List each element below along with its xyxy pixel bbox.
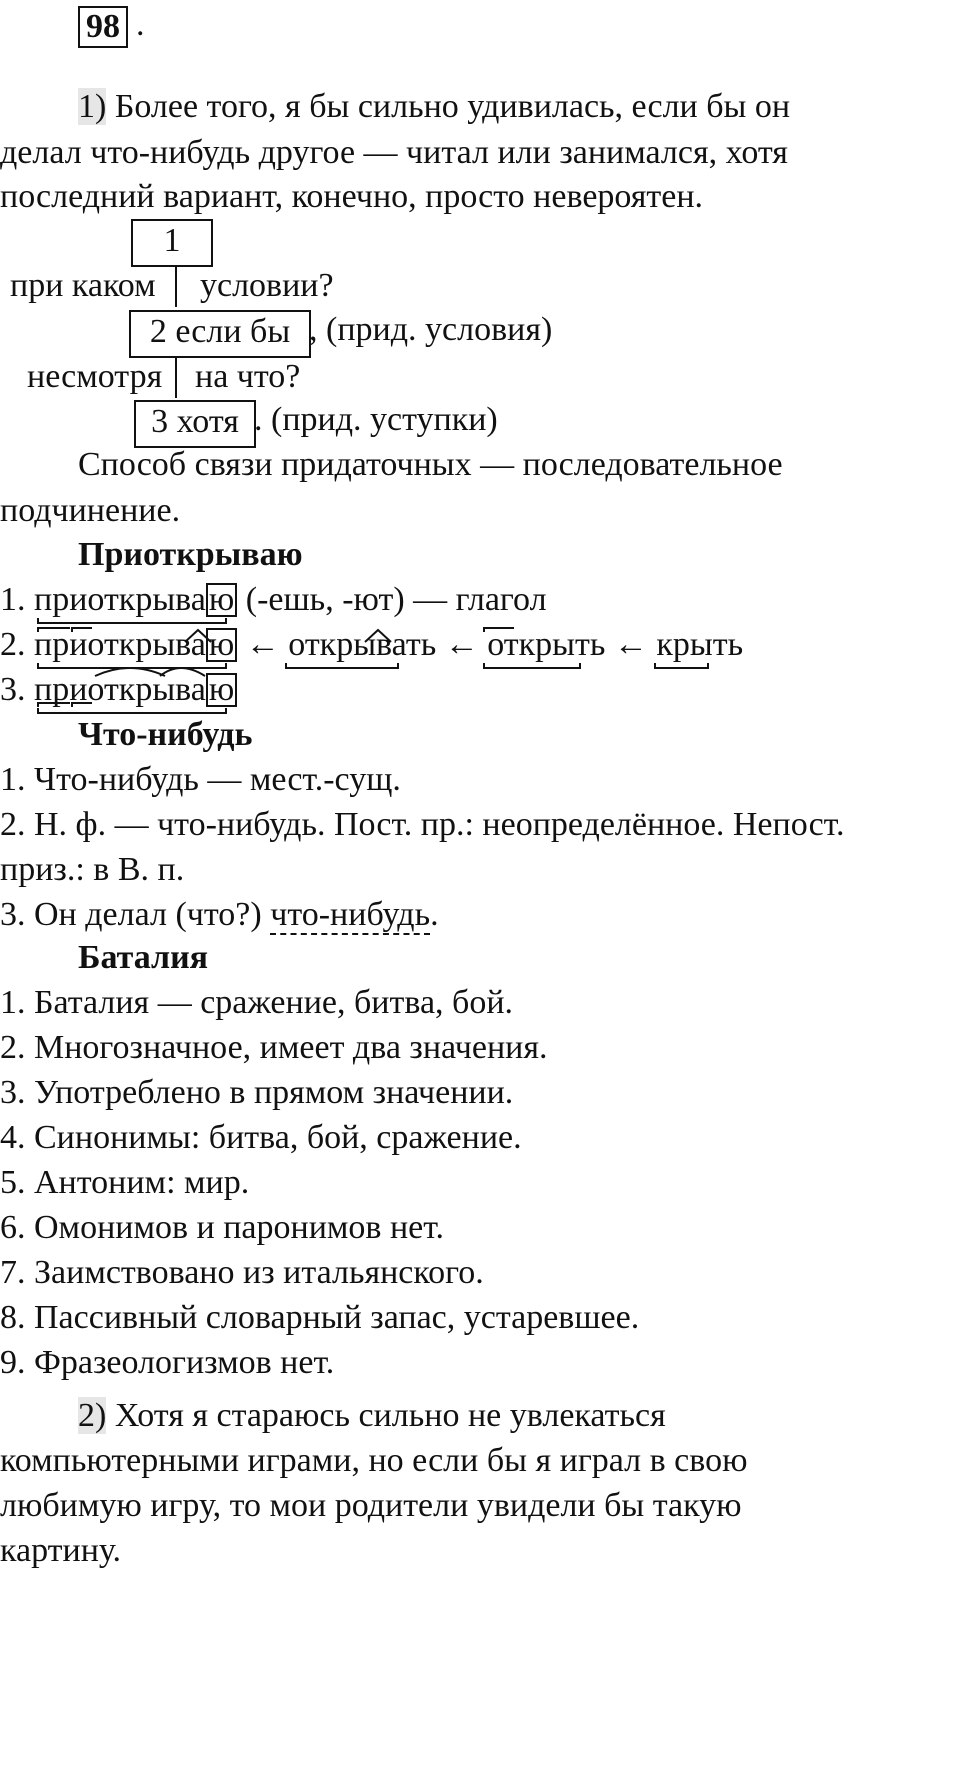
word3-item-9: 9. Фразеологизмов нет. <box>0 1344 335 1381</box>
row2-prefix-mark-2 <box>72 628 92 632</box>
row3-stem: приоткрыва <box>34 671 206 708</box>
row2-number: 2. <box>0 626 34 663</box>
row1-stem-bracket <box>38 618 226 623</box>
connection-line-2: подчинение. <box>0 492 181 529</box>
row3-prefix-mark-1 <box>38 703 70 707</box>
cover-stem-bracket <box>655 663 708 668</box>
part1-text-1: Более того, я бы сильно удивилась, если бы он <box>114 88 791 125</box>
row2-stem: приоткрыва <box>34 626 206 663</box>
word2-item-3 <box>0 895 439 935</box>
word3-item-5: 5. Антоним: мир. <box>0 1164 250 1201</box>
row1-ending-box: ю <box>206 583 237 617</box>
row3-stem-bracket <box>38 708 226 713</box>
word3-heading: Баталия <box>78 939 209 976</box>
part1-label: 1) <box>78 88 107 125</box>
word3-item-3: 3. Употреблено в прямом значении. <box>0 1074 514 1111</box>
scheme-box-3: 3 хотя <box>134 400 256 448</box>
open-prefix-mark <box>484 628 514 632</box>
scheme-box-1: 1 <box>131 219 213 267</box>
exercise-number-box: 98 <box>78 6 128 48</box>
part2-line-3: любимую игру, то мои родители увидели бы такую <box>0 1487 742 1524</box>
scheme-question-1-left: при каком <box>10 267 156 304</box>
word3-item-7: 7. Заимствовано из итальянского. <box>0 1254 484 1291</box>
row3-prefix-mark-2 <box>72 703 92 707</box>
part1-line-3: последний вариант, конечно, просто невероятен. <box>0 178 704 215</box>
row2-word-4: крыть <box>656 626 744 663</box>
open-stem-bracket <box>484 663 580 668</box>
scheme-box-2-note: , (прид. условия) <box>309 311 553 348</box>
part1-line-2: делал что-нибудь другое — читал или занимался, хотя <box>0 134 788 171</box>
scheme-question-1-right: условии? <box>200 267 334 304</box>
part2-text-1: Хотя я стараюсь сильно не увлекаться <box>114 1397 666 1434</box>
connection-line-1: Способ связи придаточных — последовательное <box>78 446 783 483</box>
word2-item-2-cont: приз.: в В. п. <box>0 851 185 888</box>
row2-arrow-1: ← <box>237 626 289 663</box>
row2-arrow-3: ← <box>605 626 657 663</box>
row1-number: 1. <box>0 581 34 618</box>
part2-line-4: картину. <box>0 1532 121 1569</box>
word3-item-6: 6. Омонимов и паронимов нет. <box>0 1209 445 1246</box>
part2-line-1 <box>78 1396 666 1436</box>
row2-arrow-2: ← <box>436 626 488 663</box>
word2-item-3-object: что-нибудь <box>270 896 431 933</box>
row1-stem: приоткрыва <box>34 581 206 618</box>
word3-item-4: 4. Синонимы: битва, бой, сражение. <box>0 1119 522 1156</box>
exercise-number-dot: . <box>136 6 145 43</box>
scheme-question-2-left: несмотря <box>27 358 163 395</box>
row2-suffix-mark <box>185 630 211 642</box>
scheme-box-3-note: . (прид. уступки) <box>254 401 498 438</box>
word2-item-1: 1. Что-нибудь — мест.-сущ. <box>0 761 401 798</box>
open-word-suffix-mark <box>365 630 391 642</box>
row3-ending-box: ю <box>206 673 237 707</box>
word3-item-1: 1. Баталия — сражение, битва, бой. <box>0 984 514 1021</box>
word2-heading: Что-нибудь <box>78 716 253 753</box>
row2-ending-box: ю <box>206 628 237 662</box>
word2-item-2: 2. Н. ф. — что-нибудь. Пост. пр.: неопределённое. Непост. <box>0 806 845 843</box>
word3-item-2: 2. Многозначное, имеет два значения. <box>0 1029 548 1066</box>
word3-item-8: 8. Пассивный словарный запас, устаревшее. <box>0 1299 640 1336</box>
part2-line-2: компьютерными играми, но если бы я играл в свою <box>0 1442 748 1479</box>
scheme-box-2: 2 если бы <box>129 310 311 358</box>
row2-prefix-mark-1 <box>38 628 70 632</box>
row1-rest: (-ешь, -ют) — глагол <box>237 581 547 618</box>
word2-item-3-end: . <box>430 896 439 933</box>
part2-label: 2) <box>78 1397 107 1434</box>
scheme-question-2-right: на что? <box>195 358 301 395</box>
row3-number: 3. <box>0 671 34 708</box>
row3-root-arc-2 <box>160 668 205 676</box>
row2-word-2: открывать <box>288 626 437 663</box>
row2-word-3: открыть <box>487 626 606 663</box>
word2-item-3-prefix: 3. Он делал (что?) <box>0 896 271 933</box>
row3-root-arc-1 <box>95 668 165 676</box>
word1-heading: Приоткрываю <box>78 536 303 573</box>
open-word-stem-bracket <box>286 663 398 668</box>
